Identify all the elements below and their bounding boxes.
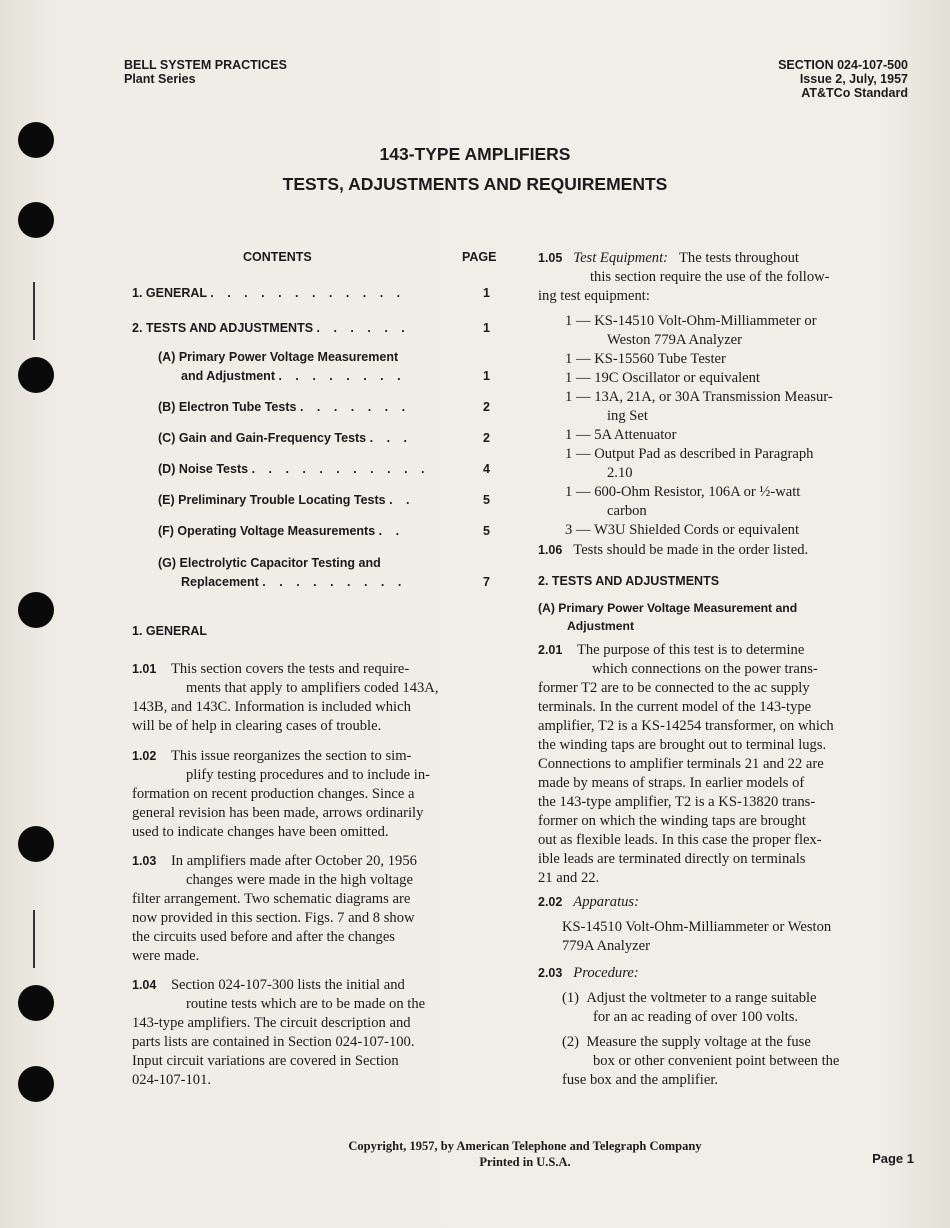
toc-label: (A) Primary Power Voltage Measurement xyxy=(158,350,399,364)
toc-label: 2. TESTS AND ADJUSTMENTS xyxy=(132,321,314,335)
section-number: SECTION 024-107-500 xyxy=(778,58,908,72)
subsection-heading-a xyxy=(538,599,797,635)
toc-label: and Adjustment xyxy=(181,369,275,383)
equipment-qty: 1 xyxy=(565,313,573,329)
equipment-text: KS-14510 Volt-Ohm-Milliammeter or xyxy=(594,313,817,329)
paragraph-number: 2.01 xyxy=(538,643,563,657)
toc-leader: . . . . . . . xyxy=(299,400,411,414)
paragraph-number: 1.03 xyxy=(132,854,157,868)
equipment-text: carbon xyxy=(607,503,647,519)
step-number: (1) xyxy=(562,990,580,1006)
page-subtitle: TESTS, ADJUSTMENTS AND REQUIREMENTS xyxy=(282,174,668,194)
toc-leader: . . . . . . . . . . . xyxy=(251,462,430,476)
series-title: BELL SYSTEM PRACTICES xyxy=(124,58,287,72)
paragraph-line: filter arrangement. Two schematic diagrams are xyxy=(132,891,411,907)
paragraph-line: This section covers the tests and require- xyxy=(170,661,410,677)
binder-hole-icon xyxy=(18,202,54,238)
equipment-item: 1 — 5A Attenuator xyxy=(565,427,677,443)
toc-label: (B) Electron Tube Tests xyxy=(158,400,297,414)
paragraph-line: used to indicate changes have been omitted. xyxy=(132,824,389,840)
paragraph-term: Apparatus: xyxy=(573,894,639,910)
paragraph-line: The tests throughout xyxy=(678,250,799,266)
paragraph-line: plify testing procedures and to include in- xyxy=(186,767,430,783)
equipment-text: W3U Shielded Cords or equivalent xyxy=(593,522,800,538)
equipment-qty: 1 xyxy=(565,370,573,386)
paragraph-number: 1.01 xyxy=(132,662,157,676)
printed-line: Printed in U.S.A. xyxy=(479,1155,571,1169)
document-header-right xyxy=(778,58,908,100)
procedure-step xyxy=(562,989,914,1027)
equipment-qty: 1 xyxy=(565,484,573,500)
paragraph-line: ing test equipment: xyxy=(538,288,650,304)
toc-leader: . . . . . . . . . . . . xyxy=(210,286,406,300)
document-header-left xyxy=(124,58,287,86)
standard-label: AT&TCo Standard xyxy=(801,86,908,100)
paragraph-line: the winding taps are brought out to terminal lugs. xyxy=(538,737,827,753)
toc-leader: . . xyxy=(378,524,405,538)
paragraph-line: will be of help in clearing cases of trouble. xyxy=(132,718,382,734)
toc-leader: . . . xyxy=(369,431,412,445)
equipment-qty: 1 xyxy=(565,389,573,405)
subsection-heading-line: (A) Primary Power Voltage Measurement and xyxy=(538,601,798,615)
toc-label: (G) Electrolytic Capacitor Testing and xyxy=(158,556,381,570)
step-number: (2) xyxy=(562,1034,580,1050)
paragraph-number: 1.05 xyxy=(538,251,563,265)
paragraph-line: made by means of straps. In earlier models of xyxy=(538,775,805,791)
paragraph-line: Connections to amplifier terminals 21 and 22 are xyxy=(538,756,824,772)
paragraph-line: Input circuit variations are covered in Section xyxy=(132,1053,399,1069)
equipment-qty: 1 xyxy=(565,351,573,367)
paragraph-line: 143-type amplifiers. The circuit description and xyxy=(132,1015,411,1031)
step-text: fuse box and the amplifier. xyxy=(562,1072,719,1088)
paragraph-line: out as flexible leads. In this case the proper flex- xyxy=(538,832,822,848)
equipment-item: 1 — KS-15560 Tube Tester xyxy=(565,351,726,367)
paragraph-line: former on which the winding taps are brought xyxy=(538,813,806,829)
toc-label: (E) Preliminary Trouble Locating Tests xyxy=(158,493,386,507)
toc-page: 1 xyxy=(483,286,490,300)
paragraph-1-06 xyxy=(538,541,913,560)
paragraph-number: 2.03 xyxy=(538,966,563,980)
toc-label: (F) Operating Voltage Measurements xyxy=(158,524,376,538)
toc-leader: . . xyxy=(389,493,415,507)
paragraph-line: In amplifiers made after October 20, 1956 xyxy=(170,853,417,869)
paragraph-line: 21 and 22. xyxy=(538,870,600,886)
series-subtitle: Plant Series xyxy=(124,72,196,86)
paragraph-line: amplifier, T2 is a KS-14254 transformer, on which xyxy=(538,718,834,734)
equipment-text: 5A Attenuator xyxy=(594,427,677,443)
equipment-item: 3 — W3U Shielded Cords or equivalent xyxy=(565,522,800,538)
toc-label: 1. GENERAL xyxy=(132,286,207,300)
copyright-footer xyxy=(300,1138,750,1170)
toc-page: 4 xyxy=(483,462,490,476)
contents-page-heading: PAGE xyxy=(462,250,497,264)
paragraph-line: this section require the use of the follow- xyxy=(590,269,830,285)
paragraph-1-05 xyxy=(538,249,910,306)
toc-page: 2 xyxy=(483,400,490,414)
paragraph-line: which connections on the power trans- xyxy=(592,661,818,677)
paragraph-term: Procedure: xyxy=(573,965,639,981)
equipment-text: 2.10 xyxy=(607,465,633,481)
margin-mark xyxy=(33,282,35,340)
equipment-text: Weston 779A Analyzer xyxy=(607,332,743,348)
equipment-text: 600-Ohm Resistor, 106A or ½-watt xyxy=(594,484,801,500)
binder-hole-icon xyxy=(18,985,54,1021)
paragraph-line: now provided in this section. Figs. 7 and 8 show xyxy=(132,910,415,926)
paragraph-2-01 xyxy=(538,641,912,888)
paragraph-line: Tests should be made in the order listed. xyxy=(573,542,809,558)
toc-label: (C) Gain and Gain-Frequency Tests xyxy=(158,431,367,445)
paragraph-line: 779A Analyzer xyxy=(562,938,650,954)
toc-leader: . . . . . . . . xyxy=(278,369,406,383)
paragraph-1-01 xyxy=(132,660,504,736)
paragraph-line: former T2 are to be connected to the ac supply xyxy=(538,680,810,696)
toc-label: (D) Noise Tests xyxy=(158,462,249,476)
copyright-line: Copyright, 1957, by American Telephone and Telegraph Company xyxy=(348,1139,702,1153)
step-text: Adjust the voltmeter to a range suitable xyxy=(586,990,817,1006)
equipment-qty: 1 xyxy=(565,427,573,443)
equipment-text: 13A, 21A, or 30A Transmission Measur- xyxy=(594,389,833,405)
contents-heading: CONTENTS xyxy=(243,250,312,264)
paragraph-1-03 xyxy=(132,852,504,966)
binder-hole-icon xyxy=(18,357,54,393)
paragraph-line: terminals. In the current model of the 143-type xyxy=(538,699,812,715)
equipment-list xyxy=(565,312,913,540)
toc-leader: . . . . . . xyxy=(316,321,410,335)
section-heading-tests: 2. TESTS AND ADJUSTMENTS xyxy=(538,574,720,588)
section-heading-general: 1. GENERAL xyxy=(132,624,208,638)
step-text: for an ac reading of over 100 volts. xyxy=(593,1009,799,1025)
equipment-text: 19C Oscillator or equivalent xyxy=(594,370,760,386)
paragraph-line: routine tests which are to be made on the xyxy=(186,996,426,1012)
equipment-item: 1 — 13A, 21A, or 30A Transmission Measur- ing Set xyxy=(565,389,833,424)
equipment-text: ing Set xyxy=(607,408,648,424)
procedure-step xyxy=(562,1033,914,1090)
paragraph-line: the 143-type amplifier, T2 is a KS-13820 trans- xyxy=(538,794,816,810)
paragraph-line: 143B, and 143C. Information is included which xyxy=(132,699,411,715)
paragraph-line: general revision has been made, arrows ordinarily xyxy=(132,805,424,821)
paragraph-2-02 xyxy=(538,893,912,956)
toc-page: 2 xyxy=(483,431,490,445)
paragraph-line: formation on recent production changes. Since a xyxy=(132,786,415,802)
step-text: Measure the supply voltage at the fuse xyxy=(586,1034,811,1050)
binder-hole-icon xyxy=(18,1066,54,1102)
paragraph-number: 2.02 xyxy=(538,895,563,909)
toc-page: 7 xyxy=(483,575,490,589)
issue-date: Issue 2, July, 1957 xyxy=(799,72,908,86)
paragraph-number: 1.04 xyxy=(132,978,157,992)
toc-page: 1 xyxy=(483,369,490,383)
step-text: box or other convenient point between the xyxy=(593,1053,840,1069)
equipment-item: 1 — 600-Ohm Resistor, 106A or ½-watt carbon xyxy=(565,484,801,519)
paragraph-number: 1.02 xyxy=(132,749,157,763)
paragraph-line: were made. xyxy=(132,948,200,964)
subsection-heading-line: Adjustment xyxy=(567,619,635,633)
paragraph-1-04 xyxy=(132,976,504,1090)
paragraph-line: KS-14510 Volt-Ohm-Milliammeter or Weston xyxy=(562,919,832,935)
paragraph-term: Test Equipment: xyxy=(573,250,669,266)
paragraph-line: This issue reorganizes the section to sim- xyxy=(170,748,412,764)
paragraph-number: 1.06 xyxy=(538,543,563,557)
page-title: 143-TYPE AMPLIFIERS xyxy=(379,144,571,164)
paragraph-line: Section 024-107-300 lists the initial and xyxy=(170,977,405,993)
equipment-item: 1 — KS-14510 Volt-Ohm-Milliammeter or Weston 779A Analyzer xyxy=(565,313,817,348)
paragraph-line: 024-107-101. xyxy=(132,1072,212,1088)
equipment-item: 1 — 19C Oscillator or equivalent xyxy=(565,370,760,386)
toc-label: Replacement xyxy=(181,575,259,589)
equipment-item: 1 — Output Pad as described in Paragraph 2.10 xyxy=(565,446,814,481)
toc-page: 1 xyxy=(483,321,490,335)
binder-hole-icon xyxy=(18,592,54,628)
margin-mark xyxy=(33,910,35,968)
equipment-text: KS-15560 Tube Tester xyxy=(594,351,726,367)
toc-leader: . . . . . . . . . xyxy=(262,575,407,589)
paragraph-line: ible leads are terminated directly on terminals xyxy=(538,851,806,867)
paragraph-line: changes were made in the high voltage xyxy=(186,872,413,888)
page-number: Page 1 xyxy=(872,1151,914,1166)
binder-hole-icon xyxy=(18,826,54,862)
paragraph-1-02 xyxy=(132,747,504,842)
toc-page: 5 xyxy=(483,493,490,507)
equipment-qty: 3 xyxy=(565,522,573,538)
equipment-qty: 1 xyxy=(565,446,573,462)
equipment-text: Output Pad as described in Paragraph xyxy=(594,446,814,462)
paragraph-line: ments that apply to amplifiers coded 143A, xyxy=(186,680,439,696)
toc-page: 5 xyxy=(483,524,490,538)
paragraph-line: The purpose of this test is to determine xyxy=(576,642,805,658)
paragraph-2-03 xyxy=(538,964,912,983)
paragraph-line: parts lists are contained in Section 024-107-100. xyxy=(132,1034,415,1050)
paragraph-line: the circuits used before and after the changes xyxy=(132,929,395,945)
